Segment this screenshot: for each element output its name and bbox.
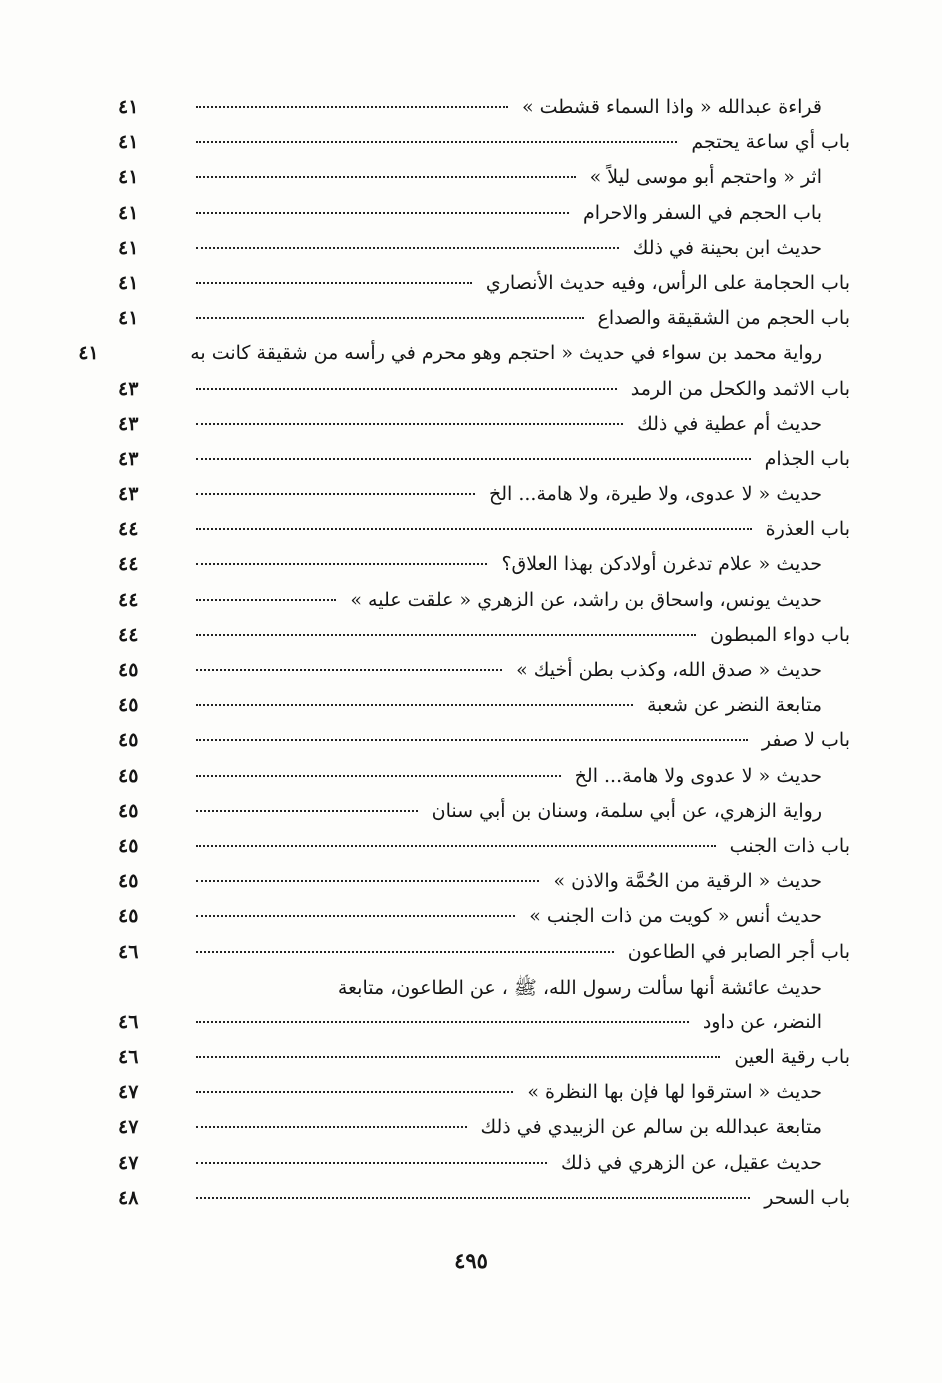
toc-entry-title: متابعة النضر عن شعبة	[646, 694, 822, 717]
toc-entry-title: حديث أنس « كويت من ذات الجنب »	[529, 905, 822, 928]
toc-entry	[118, 835, 850, 870]
toc-entry-page: ٤١	[118, 131, 139, 154]
toc-entry	[118, 553, 850, 588]
toc-entry	[118, 976, 850, 1011]
toc-entry-title: باب دواء المبطون	[709, 623, 850, 646]
dot-leader	[196, 141, 677, 143]
toc-entry-title: رواية الزهري، عن أبي سلمة، وسنان بن أبي سنان	[431, 799, 822, 822]
dot-leader	[196, 951, 614, 953]
toc-entry-title: حديث عقيل، عن الزهري في ذلك	[561, 1151, 822, 1174]
toc-entry-page: ٤٥	[118, 905, 139, 928]
dot-leader	[196, 563, 487, 565]
toc-entry-title: حديث ابن بحينة في ذلك	[632, 236, 822, 259]
dot-leader	[196, 493, 475, 495]
toc-entry	[118, 448, 850, 483]
toc-entry-title: باب العذرة	[765, 518, 850, 541]
toc-entry-page: ٤٤	[118, 623, 139, 646]
toc-entry	[118, 131, 850, 166]
toc-entry-page: ٤٥	[118, 729, 139, 752]
toc-entry	[118, 1046, 850, 1081]
toc-entry-page: ٤١	[118, 166, 139, 189]
toc-entry-title: حديث « علام تدغرن أولادكن بهذا العلاق؟	[501, 553, 822, 576]
dot-leader	[196, 915, 515, 917]
toc-entry	[118, 378, 850, 413]
dot-leader	[196, 704, 633, 706]
toc-entry-title: باب الاثمد والكحل من الرمد	[630, 377, 850, 400]
toc-entry	[118, 624, 850, 659]
toc-entry	[118, 166, 850, 201]
dot-leader	[196, 1162, 547, 1164]
dot-leader	[196, 810, 418, 812]
toc-entry-title: حديث « استرقوا لها فإن بها النظرة »	[527, 1081, 822, 1104]
table-of-contents	[78, 96, 850, 1222]
toc-entry-page: ٤٤	[118, 518, 139, 541]
toc-entry-page: ٤٣	[118, 483, 139, 506]
dot-leader	[196, 1021, 689, 1023]
toc-entry-page: ٤٧	[118, 1116, 139, 1139]
toc-entry	[78, 342, 850, 377]
toc-entry-title: باب لا صفر	[761, 729, 850, 752]
toc-entry-page: ٤١	[118, 271, 139, 294]
toc-entry	[118, 694, 850, 729]
toc-entry-title: باب الحجم في السفر والاحرام	[583, 201, 822, 224]
dot-leader	[196, 599, 336, 601]
dot-leader	[196, 528, 752, 530]
toc-entry-title: حديث « الرقية من الحُمَّة والاذن »	[553, 870, 822, 893]
toc-entry-title: باب أي ساعة يحتجم	[691, 131, 850, 154]
dot-leader	[196, 423, 623, 425]
toc-entry	[118, 518, 850, 553]
toc-entry-page: ٤٦	[118, 940, 139, 963]
toc-entry	[118, 96, 850, 131]
toc-entry-page: ٤٥	[118, 659, 139, 681]
toc-entry-page: ٤٨	[118, 1186, 139, 1209]
dot-leader	[196, 739, 748, 741]
toc-entry-title: النضر، عن داود	[702, 1010, 822, 1033]
toc-entry-page: ٤٦	[118, 1010, 139, 1033]
toc-entry-title: اثر « واحتجم أبو موسى ليلاً »	[589, 166, 822, 189]
toc-entry-page: ٤٣	[118, 447, 139, 470]
toc-entry	[118, 870, 850, 905]
toc-entry-title: حديث « لا عدوى، ولا طيرة، ولا هامة... الخ	[488, 483, 822, 506]
dot-leader	[196, 176, 576, 178]
toc-entry-page: ٤١	[118, 201, 139, 224]
toc-entry-title: باب أجر الصابر في الطاعون	[627, 940, 850, 963]
dot-leader	[196, 775, 561, 777]
toc-entry-page: ٤١	[78, 342, 99, 365]
toc-entry	[118, 729, 850, 764]
toc-entry-title: متابعة عبدالله بن سالم عن الزبيدي في ذلك	[480, 1116, 822, 1139]
toc-entry	[118, 1116, 850, 1151]
page-number: ٤٩٥	[454, 1248, 488, 1273]
toc-entry-title: باب رقية العين	[734, 1046, 850, 1069]
toc-entry-title: حديث « لا عدوى ولا هامة... الخ	[574, 764, 822, 787]
toc-entry	[118, 1011, 850, 1046]
toc-entry-page: ٤١	[118, 307, 139, 330]
dot-leader	[196, 1056, 720, 1058]
dot-leader	[196, 1091, 513, 1093]
toc-entry-page: ٤١	[118, 236, 139, 259]
dot-leader	[196, 1126, 467, 1128]
toc-entry	[118, 659, 850, 694]
toc-entry	[118, 905, 850, 940]
dot-leader	[196, 388, 617, 390]
dot-leader	[196, 880, 539, 882]
toc-entry	[118, 237, 850, 272]
toc-entry	[118, 800, 850, 835]
toc-entry	[118, 1187, 850, 1222]
dot-leader	[196, 845, 716, 847]
toc-entry-title: باب الحجم من الشقيقة والصداع	[597, 307, 850, 330]
toc-entry-page: ٤٥	[118, 799, 139, 822]
dot-leader	[196, 247, 619, 249]
dot-leader	[196, 317, 584, 319]
toc-entry-page: ٤١	[118, 96, 139, 118]
toc-entry-page: ٤٥	[118, 834, 139, 857]
toc-entry-title: باب السحر	[764, 1186, 850, 1209]
toc-entry-title: حديث عائشة أنها سألت رسول الله، ﷺ ، عن الطاعون، متابعة	[337, 976, 822, 999]
toc-entry	[118, 272, 850, 307]
toc-entry	[118, 941, 850, 976]
dot-leader	[196, 282, 472, 284]
toc-entry-page: ٤٥	[118, 870, 139, 893]
toc-entry-title: باب الحجامة على الرأس، وفيه حديث الأنصاري	[485, 271, 850, 294]
toc-entry-page: ٤٣	[118, 377, 139, 400]
dot-leader	[196, 212, 569, 214]
toc-entry-title: حديث « صدق الله، وكذب بطن أخيك »	[516, 659, 822, 681]
toc-entry-page: ٤٦	[118, 1046, 139, 1069]
toc-entry	[118, 307, 850, 342]
toc-entry	[118, 413, 850, 448]
toc-entry-title: باب الجذام	[764, 447, 850, 470]
dot-leader	[196, 1197, 750, 1199]
toc-entry-title: باب ذات الجنب	[729, 834, 850, 857]
toc-entry	[118, 202, 850, 237]
toc-entry-page: ٤٣	[118, 412, 139, 435]
toc-entry-title: حديث أم عطية في ذلك	[637, 412, 822, 435]
dot-leader	[196, 106, 508, 108]
toc-entry	[118, 1152, 850, 1187]
toc-entry-page: ٤٤	[118, 588, 139, 611]
toc-entry-page: ٤٥	[118, 764, 139, 787]
toc-entry-title: رواية محمد بن سواء في حديث « احتجم وهو محرم في رأسه من شقيقة كانت به	[190, 342, 822, 365]
toc-entry-title: قراءة عبدالله « واذا السماء قشطت »	[521, 96, 822, 118]
toc-entry	[118, 483, 850, 518]
toc-entry	[118, 589, 850, 624]
toc-entry	[118, 1081, 850, 1116]
toc-entry-title: حديث يونس، واسحاق بن راشد، عن الزهري « علقت عليه »	[350, 588, 822, 611]
toc-entry-page: ٤٧	[118, 1151, 139, 1174]
toc-entry-page: ٤٥	[118, 694, 139, 717]
dot-leader	[196, 634, 696, 636]
dot-leader	[196, 669, 502, 671]
dot-leader	[196, 458, 751, 460]
toc-entry-page: ٤٧	[118, 1081, 139, 1104]
toc-entry	[118, 765, 850, 800]
toc-entry-page: ٤٤	[118, 553, 139, 576]
